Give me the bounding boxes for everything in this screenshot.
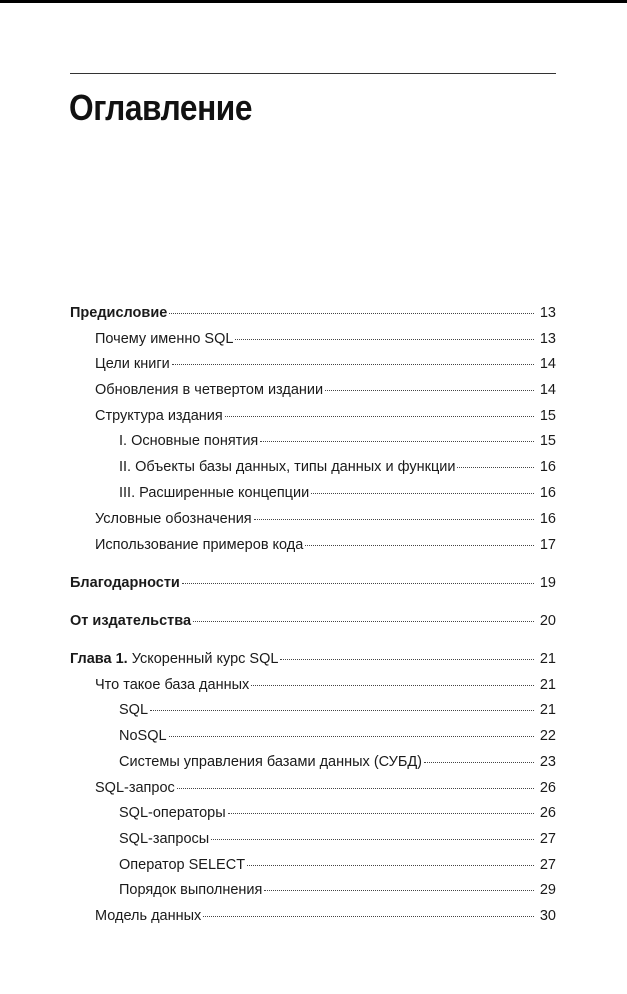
toc-entry-label: Что такое база данных (95, 677, 250, 693)
toc-entry-label: Структура издания (95, 408, 223, 424)
toc-entry-label: Почему именно SQL (95, 331, 234, 347)
toc-entry[interactable] (70, 608, 556, 634)
dot-leader (172, 364, 534, 365)
toc-entry-title (119, 800, 226, 826)
toc-entry-label: Условные обозначения (95, 511, 252, 527)
toc-entry-label: SQL (119, 702, 149, 718)
toc-entry[interactable] (95, 403, 556, 429)
chapter-prefix: Глава 1. (70, 651, 128, 667)
toc-entry-title (95, 403, 223, 429)
toc-entry[interactable] (119, 723, 556, 749)
toc-entry[interactable] (119, 697, 556, 723)
toc-entry-title (95, 672, 249, 698)
page-number: 29 (539, 882, 556, 898)
toc-entry[interactable] (70, 570, 556, 596)
toc-entry-label: Цели книги (95, 356, 170, 372)
page-title: Оглавление (69, 87, 253, 128)
toc-entry[interactable] (119, 877, 556, 903)
toc-entry[interactable] (95, 326, 556, 352)
toc-entry-label: Оператор SELECT (119, 857, 246, 873)
toc-entry-title (119, 826, 209, 852)
toc-entry-title (119, 454, 455, 480)
dot-leader (225, 416, 534, 417)
dot-leader (247, 865, 534, 866)
dot-leader (211, 839, 534, 840)
toc-entry-title (95, 326, 233, 352)
toc-entry-label: III. Расширенные концепции (119, 485, 310, 501)
dot-leader (457, 467, 534, 468)
toc-entry[interactable] (119, 454, 556, 480)
toc-entry[interactable] (119, 826, 556, 852)
toc-entry[interactable] (119, 749, 556, 775)
toc-entry[interactable] (119, 480, 556, 506)
page-number: 30 (539, 908, 556, 924)
page-number: 16 (539, 511, 556, 527)
dot-leader (251, 685, 534, 686)
toc-entry-title (70, 570, 180, 596)
toc-entry-title (119, 852, 245, 878)
toc-entry[interactable] (95, 532, 556, 558)
toc-entry-label: Ускоренный курс SQL (131, 651, 279, 667)
dot-leader (280, 659, 534, 660)
toc-entry-title (70, 646, 278, 672)
page-number: 20 (539, 613, 556, 629)
dot-leader (254, 519, 534, 520)
page-number: 15 (539, 433, 556, 449)
toc-entry-label: Предисловие (70, 305, 168, 321)
page-number: 21 (539, 702, 556, 718)
toc-entry[interactable] (119, 852, 556, 878)
page-number: 22 (539, 728, 556, 744)
dot-leader (228, 813, 534, 814)
toc-entry-title (119, 723, 167, 749)
toc-entry[interactable] (95, 775, 556, 801)
toc-entry[interactable] (95, 377, 556, 403)
page-number: 26 (539, 805, 556, 821)
toc-entry-title (119, 428, 258, 454)
dot-leader (150, 710, 534, 711)
toc-entry-title (70, 608, 191, 634)
toc-entry-label: Использование примеров кода (95, 537, 304, 553)
toc-entry-title (119, 697, 148, 723)
dot-leader (311, 493, 534, 494)
page-number: 27 (539, 831, 556, 847)
page-number: 16 (539, 485, 556, 501)
toc-entry-title (119, 749, 422, 775)
toc-entry-title (70, 300, 167, 326)
page-number: 17 (539, 537, 556, 553)
dot-leader (264, 890, 534, 891)
page-number: 26 (539, 780, 556, 796)
toc-entry-title (119, 480, 309, 506)
page-number: 21 (539, 651, 556, 667)
dot-leader (260, 441, 534, 442)
dot-leader (424, 762, 534, 763)
page-number: 27 (539, 857, 556, 873)
dot-leader (325, 390, 534, 391)
dot-leader (177, 788, 534, 789)
toc-entry[interactable] (70, 300, 556, 326)
header-rule (70, 73, 556, 74)
toc-entry[interactable] (95, 351, 556, 377)
toc-entry-label: Системы управления базами данных (СУБД) (119, 754, 423, 770)
page-number: 14 (539, 382, 556, 398)
toc-entry[interactable] (95, 903, 556, 929)
page-number: 15 (539, 408, 556, 424)
toc-entry-label: SQL-операторы (119, 805, 226, 821)
toc-entry-title (119, 877, 262, 903)
page-number: 14 (539, 356, 556, 372)
toc-entry-title (95, 377, 323, 403)
dot-leader (235, 339, 534, 340)
toc-entry-label: II. Объекты базы данных, типы данных и функции (119, 459, 456, 475)
dot-leader (169, 313, 534, 314)
toc-entry[interactable] (119, 800, 556, 826)
page-number: 21 (539, 677, 556, 693)
dot-leader (182, 583, 534, 584)
toc-entry[interactable] (95, 506, 556, 532)
toc-entry-label: SQL-запрос (95, 780, 175, 796)
toc-entry[interactable] (95, 672, 556, 698)
toc-entry-title (95, 532, 303, 558)
page-number: 13 (539, 331, 556, 347)
top-border (0, 0, 627, 3)
toc-entry[interactable] (70, 646, 556, 672)
page-number: 19 (539, 575, 556, 591)
toc-entry-label: От издательства (70, 613, 192, 629)
page-number: 23 (539, 754, 556, 770)
dot-leader (169, 736, 534, 737)
toc-entry-label: Обновления в четвертом издании (95, 382, 324, 398)
toc-entry-title (95, 351, 170, 377)
dot-leader (305, 545, 534, 546)
toc-entry-label: Благодарности (70, 575, 180, 591)
toc-entry[interactable] (119, 428, 556, 454)
page-number: 13 (539, 305, 556, 321)
toc-entry-title (95, 903, 201, 929)
toc-entry-title (95, 506, 252, 532)
toc-entry-label: SQL-запросы (119, 831, 210, 847)
page-number: 16 (539, 459, 556, 475)
dot-leader (203, 916, 534, 917)
toc-entry-label: Модель данных (95, 908, 202, 924)
dot-leader (193, 621, 534, 622)
toc-entry-label: NoSQL (119, 728, 167, 744)
toc-entry-label: Порядок выполнения (119, 882, 263, 898)
toc-entry-title (95, 775, 175, 801)
toc-entry-label: I. Основные понятия (119, 433, 259, 449)
